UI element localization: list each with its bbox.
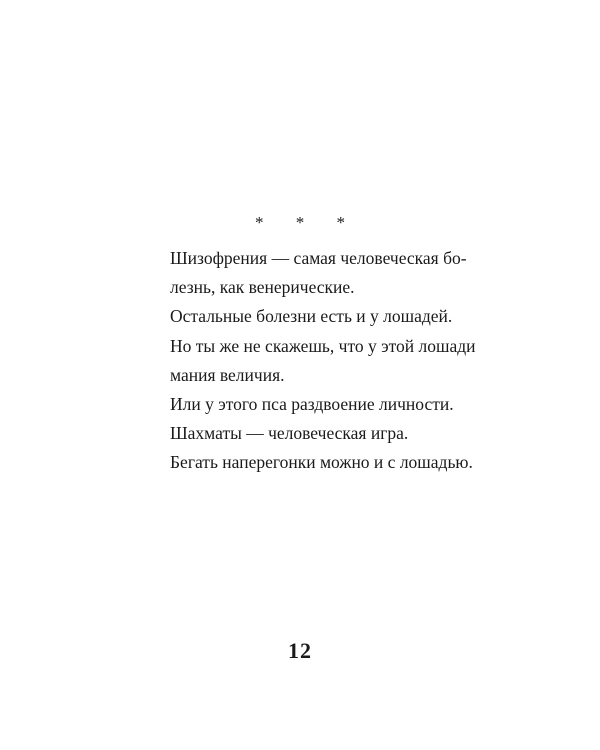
page-number: 12 — [288, 638, 312, 663]
poem-line: Шахматы — человеческая игра. — [170, 423, 409, 444]
poem-line: мания величия. — [170, 364, 285, 385]
poem-line: лезнь, как венерические. — [170, 277, 355, 298]
poem-line: Остальные болезни есть и у лошадей. — [170, 306, 453, 327]
poem-text — [170, 244, 500, 478]
poem-line: Шизофрения — самая человеческая бо- — [170, 248, 467, 268]
poem-line: Или у этого пса раздвоение личности. — [170, 394, 454, 415]
poem-line: Бегать наперегонки можно и с лошадью. — [170, 452, 473, 473]
poem-line: Но ты же не скажешь, что у этой лошади — [170, 335, 476, 356]
section-separator: * * * — [255, 213, 359, 232]
